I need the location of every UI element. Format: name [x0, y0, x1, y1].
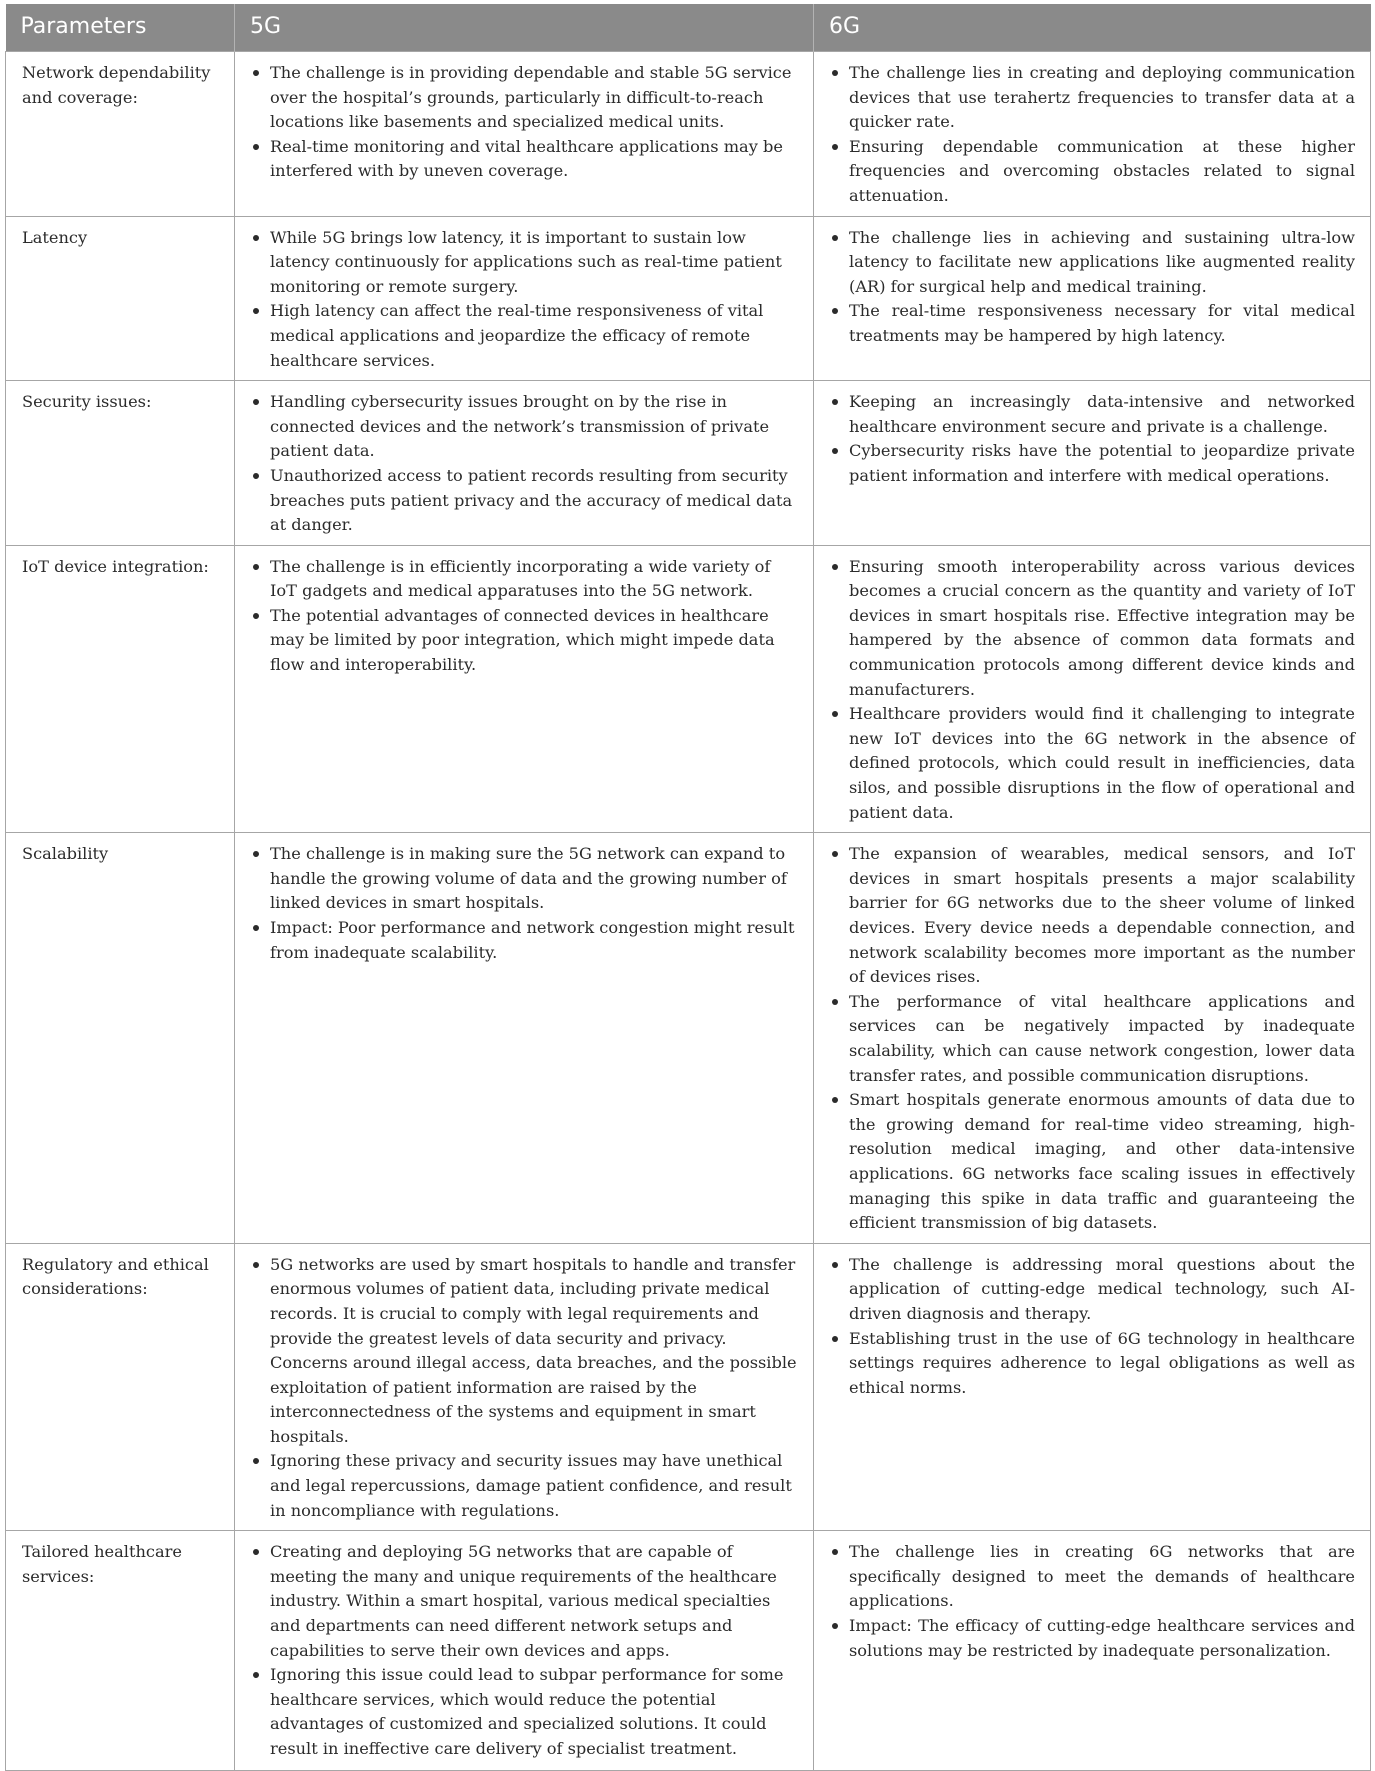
list-item: Cybersecurity risks have the potential to jeopardize private patient information and interfere with medical operations.: [830, 439, 1355, 488]
list-item: High latency can affect the real-time responsiveness of vital medical applications and jeopardize the efficacy of remote healthcare services.: [251, 299, 798, 373]
parameter-cell: Tailored healthcare services:: [6, 1531, 235, 1771]
parameter-cell: IoT device integration:: [6, 545, 235, 833]
bullet-list: [251, 1253, 798, 1524]
table-row: [6, 545, 1371, 833]
6g-cell: [814, 833, 1371, 1244]
list-item: Ignoring these privacy and security issues may have unethical and legal repercussions, damage patient confidence, and result in noncompliance with regulations.: [251, 1449, 798, 1523]
5g-cell: [235, 52, 814, 217]
list-item: The expansion of wearables, medical sensors, and IoT devices in smart hospitals presents a major scalability barrier for 6G networks due to the sheer volume of linked devices. Every device needs a dependable connection, and network scalability becomes more important as the number of devices rises.: [830, 842, 1355, 990]
list-item: The real-time responsiveness necessary for vital medical treatments may be hampered by high latency.: [830, 299, 1355, 348]
bullet-list: [830, 61, 1355, 209]
table-body: [6, 52, 1371, 1771]
header-6g: 6G: [814, 4, 1371, 52]
list-item: The challenge is addressing moral questions about the application of cutting-edge medical technology, such AI-driven diagnosis and therapy.: [830, 1253, 1355, 1327]
bullet-list: [830, 842, 1355, 1236]
list-item: Real-time monitoring and vital healthcare applications may be interfered with by uneven coverage.: [251, 135, 798, 184]
list-item: Smart hospitals generate enormous amounts of data due to the growing demand for real-time video streaming, high-resolution medical imaging, and other data-intensive applications. 6G networks face scaling issues in effectively managing this spike in data traffic and guaranteeing the efficient transmission of big datasets.: [830, 1088, 1355, 1236]
5g-cell: [235, 216, 814, 381]
comparison-table: [5, 4, 1371, 1771]
parameter-cell: Scalability: [6, 833, 235, 1244]
table-row: [6, 833, 1371, 1244]
list-item: Creating and deploying 5G networks that are capable of meeting the many and unique requirements of the healthcare industry. Within a smart hospital, various medical specialties and departments can need different network setups and capabilities to serve their own devices and apps.: [251, 1540, 798, 1663]
table-header: [6, 4, 1371, 52]
list-item: Keeping an increasingly data-intensive and networked healthcare environment secure and private is a challenge.: [830, 390, 1355, 439]
list-item: The performance of vital healthcare applications and services can be negatively impacted by inadequate scalability, which can cause network congestion, lower data transfer rates, and possible communication disruptions.: [830, 990, 1355, 1088]
5g-cell: [235, 833, 814, 1244]
5g-cell: [235, 1243, 814, 1531]
bullet-list: [251, 842, 798, 965]
list-item: The challenge lies in achieving and sustaining ultra-low latency to facilitate new applications like augmented reality (AR) for surgical help and medical training.: [830, 226, 1355, 300]
6g-cell: [814, 1243, 1371, 1531]
list-item: Ignoring this issue could lead to subpar performance for some healthcare services, which would reduce the potential advantages of customized and specialized solutions. It could result in ineffective care delivery of specialist treatment.: [251, 1663, 798, 1761]
parameter-cell: Security issues:: [6, 381, 235, 546]
bullet-list: [830, 1540, 1355, 1663]
6g-cell: [814, 381, 1371, 546]
header-5g: 5G: [235, 4, 814, 52]
list-item: While 5G brings low latency, it is important to sustain low latency continuously for applications such as real-time patient monitoring or remote surgery.: [251, 226, 798, 300]
6g-cell: [814, 52, 1371, 217]
header-row: [6, 4, 1371, 52]
table-row: [6, 52, 1371, 217]
parameter-cell: Network dependability and coverage:: [6, 52, 235, 217]
parameter-cell: Latency: [6, 216, 235, 381]
list-item: The challenge is in making sure the 5G network can expand to handle the growing volume of data and the growing number of linked devices in smart hospitals.: [251, 842, 798, 916]
list-item: Impact: Poor performance and network congestion might result from inadequate scalability.: [251, 916, 798, 965]
list-item: Unauthorized access to patient records resulting from security breaches puts patient privacy and the accuracy of medical data at danger.: [251, 464, 798, 538]
list-item: Ensuring dependable communication at these higher frequencies and overcoming obstacles related to signal attenuation.: [830, 135, 1355, 209]
list-item: The challenge is in providing dependable and stable 5G service over the hospital’s grounds, particularly in difficult-to-reach locations like basements and specialized medical units.: [251, 61, 798, 135]
list-item: Impact: The efficacy of cutting-edge healthcare services and solutions may be restricted by inadequate personalization.: [830, 1614, 1355, 1663]
table-row: [6, 1243, 1371, 1531]
list-item: Ensuring smooth interoperability across various devices becomes a crucial concern as the quantity and variety of IoT devices in smart hospitals rise. Effective integration may be hampered by the absence of common data formats and communication protocols among different device kinds and manufacturers.: [830, 555, 1355, 703]
parameter-cell: Regulatory and ethical considerations:: [6, 1243, 235, 1531]
list-item: The challenge lies in creating and deploying communication devices that use terahertz frequencies to transfer data at a quicker rate.: [830, 61, 1355, 135]
header-parameters: Parameters: [6, 4, 235, 52]
list-item: The challenge lies in creating 6G networks that are specifically designed to meet the demands of healthcare applications.: [830, 1540, 1355, 1614]
6g-cell: [814, 1531, 1371, 1771]
5g-cell: [235, 545, 814, 833]
bullet-list: [251, 61, 798, 184]
table-row: [6, 1531, 1371, 1771]
bullet-list: [830, 1253, 1355, 1401]
list-item: The potential advantages of connected devices in healthcare may be limited by poor integration, which might impede data flow and interoperability.: [251, 604, 798, 678]
bullet-list: [830, 555, 1355, 826]
bullet-list: [251, 1540, 798, 1761]
bullet-list: [251, 226, 798, 374]
bullet-list: [251, 555, 798, 678]
bullet-list: [251, 390, 798, 538]
5g-cell: [235, 381, 814, 546]
list-item: Establishing trust in the use of 6G technology in healthcare settings requires adherence to legal obligations as well as ethical norms.: [830, 1327, 1355, 1401]
list-item: Handling cybersecurity issues brought on by the rise in connected devices and the network’s transmission of private patient data.: [251, 390, 798, 464]
6g-cell: [814, 545, 1371, 833]
bullet-list: [830, 390, 1355, 488]
list-item: Healthcare providers would find it challenging to integrate new IoT devices into the 6G network in the absence of defined protocols, which could result in inefficiencies, data silos, and possible disruptions in the flow of operational and patient data.: [830, 702, 1355, 825]
list-item: 5G networks are used by smart hospitals to handle and transfer enormous volumes of patient data, including private medical records. It is crucial to comply with legal requirements and provide the greatest levels of data security and privacy. Concerns around illegal access, data breaches, and the possible exploitation of patient information are raised by the interconnectedness of the systems and equipment in smart hospitals.: [251, 1253, 798, 1450]
list-item: The challenge is in efficiently incorporating a wide variety of IoT gadgets and medical apparatuses into the 5G network.: [251, 555, 798, 604]
5g-cell: [235, 1531, 814, 1771]
table-row: [6, 216, 1371, 381]
table-row: [6, 381, 1371, 546]
bullet-list: [830, 226, 1355, 349]
6g-cell: [814, 216, 1371, 381]
